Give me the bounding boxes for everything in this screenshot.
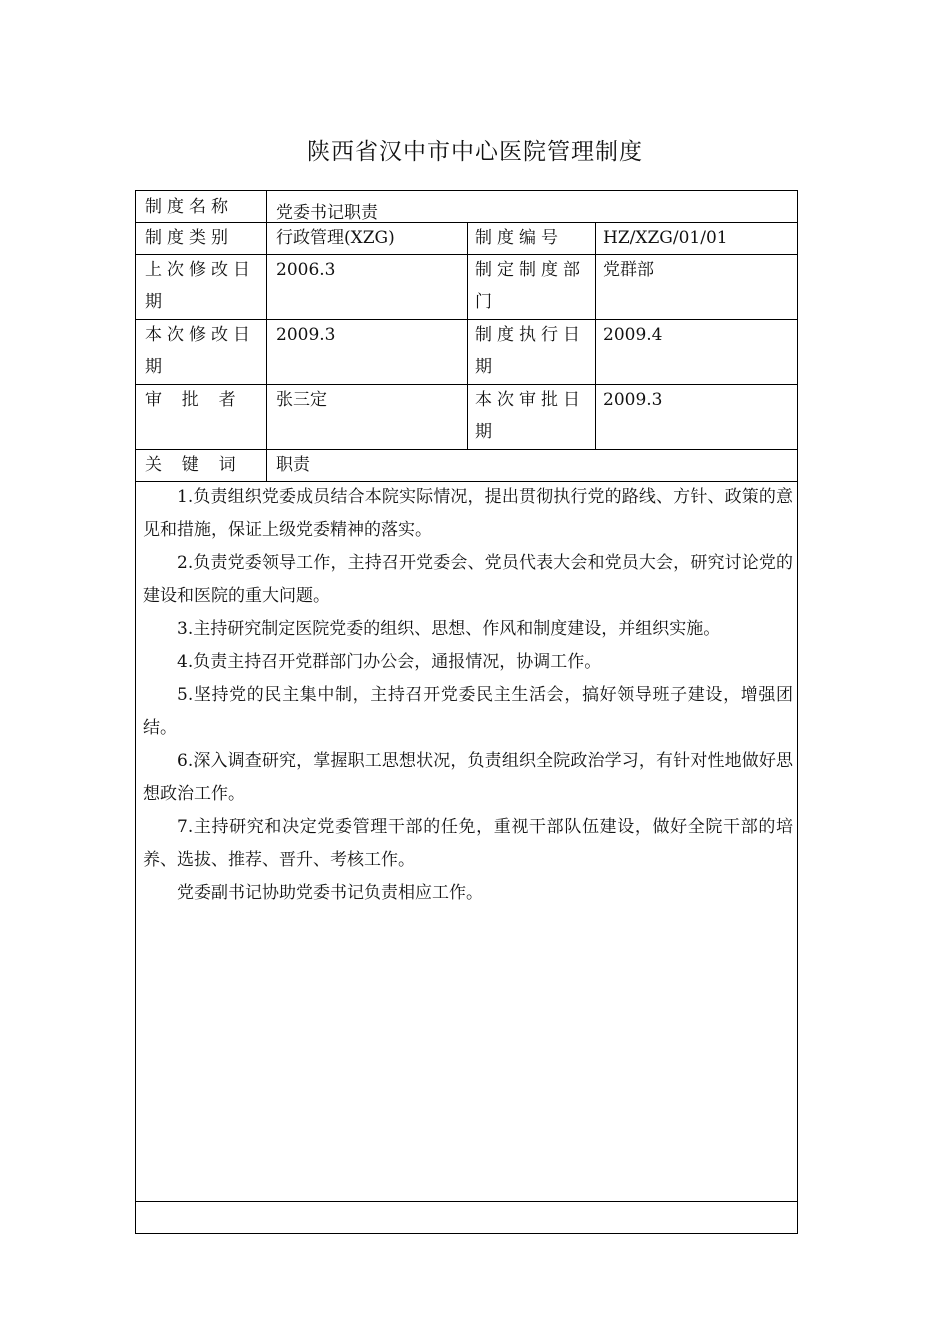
department-value: 党群部 xyxy=(603,260,654,280)
code-value: HZ/XZG/01/01 xyxy=(603,228,728,248)
this-revision-label: 本次修改日期 xyxy=(145,325,255,377)
approval-date-label: 本次审批日期 xyxy=(475,390,585,442)
approval-date-value: 2009.3 xyxy=(603,390,663,410)
category-value: 行政管理(XZG) xyxy=(276,228,395,248)
content-paragraph: 6.深入调查研究，掌握职工思想状况，负责组织全院政治学习，有针对性地做好思想政治工作。 xyxy=(143,751,793,804)
execution-date-value: 2009.4 xyxy=(603,325,663,345)
approver-label: 审 批 者 xyxy=(145,390,239,410)
name-value: 党委书记职责 xyxy=(276,203,378,223)
code-label: 制度编号 xyxy=(475,228,563,248)
content-paragraph: 5.坚持党的民主集中制，主持召开党委民主生活会，搞好领导班子建设，增强团结。 xyxy=(143,685,793,738)
content-paragraph: 4.负责主持召开党群部门办公会，通报情况，协调工作。 xyxy=(177,652,602,672)
last-revision-label: 上次修改日期 xyxy=(145,260,255,312)
regulation-content xyxy=(143,481,793,910)
execution-date-label: 制度执行日期 xyxy=(475,325,585,377)
column-divider xyxy=(595,222,596,449)
column-divider xyxy=(467,222,468,449)
keyword-label: 关 键 词 xyxy=(145,455,239,475)
regulation-form xyxy=(135,190,798,1234)
column-divider xyxy=(266,191,267,481)
department-label: 制定制度部门 xyxy=(475,260,585,312)
content-paragraph: 3.主持研究制定医院党委的组织、思想、作风和制度建设，并组织实施。 xyxy=(177,619,721,639)
content-paragraph: 党委副书记协助党委书记负责相应工作。 xyxy=(177,883,483,903)
content-paragraph: 1.负责组织党委成员结合本院实际情况，提出贯彻执行党的路线、方针、政策的意见和措施，保证上级党委精神的落实。 xyxy=(143,487,793,540)
this-revision-value: 2009.3 xyxy=(276,325,336,345)
content-paragraph: 7.主持研究和决定党委管理干部的任免，重视干部队伍建设，做好全院干部的培养、选拔、推荐、晋升、考核工作。 xyxy=(143,817,793,870)
content-paragraph: 2.负责党委领导工作，主持召开党委会、党员代表大会和党员大会，研究讨论党的建设和医院的重大问题。 xyxy=(143,553,793,606)
row-divider xyxy=(136,1201,797,1202)
last-revision-value: 2006.3 xyxy=(276,260,336,280)
document-title: 陕西省汉中市中心医院管理制度 xyxy=(307,139,643,165)
keyword-value: 职责 xyxy=(276,455,310,475)
approver-value: 张三定 xyxy=(276,390,327,410)
category-label: 制度类别 xyxy=(145,228,233,248)
name-label: 制度名称 xyxy=(145,197,233,217)
